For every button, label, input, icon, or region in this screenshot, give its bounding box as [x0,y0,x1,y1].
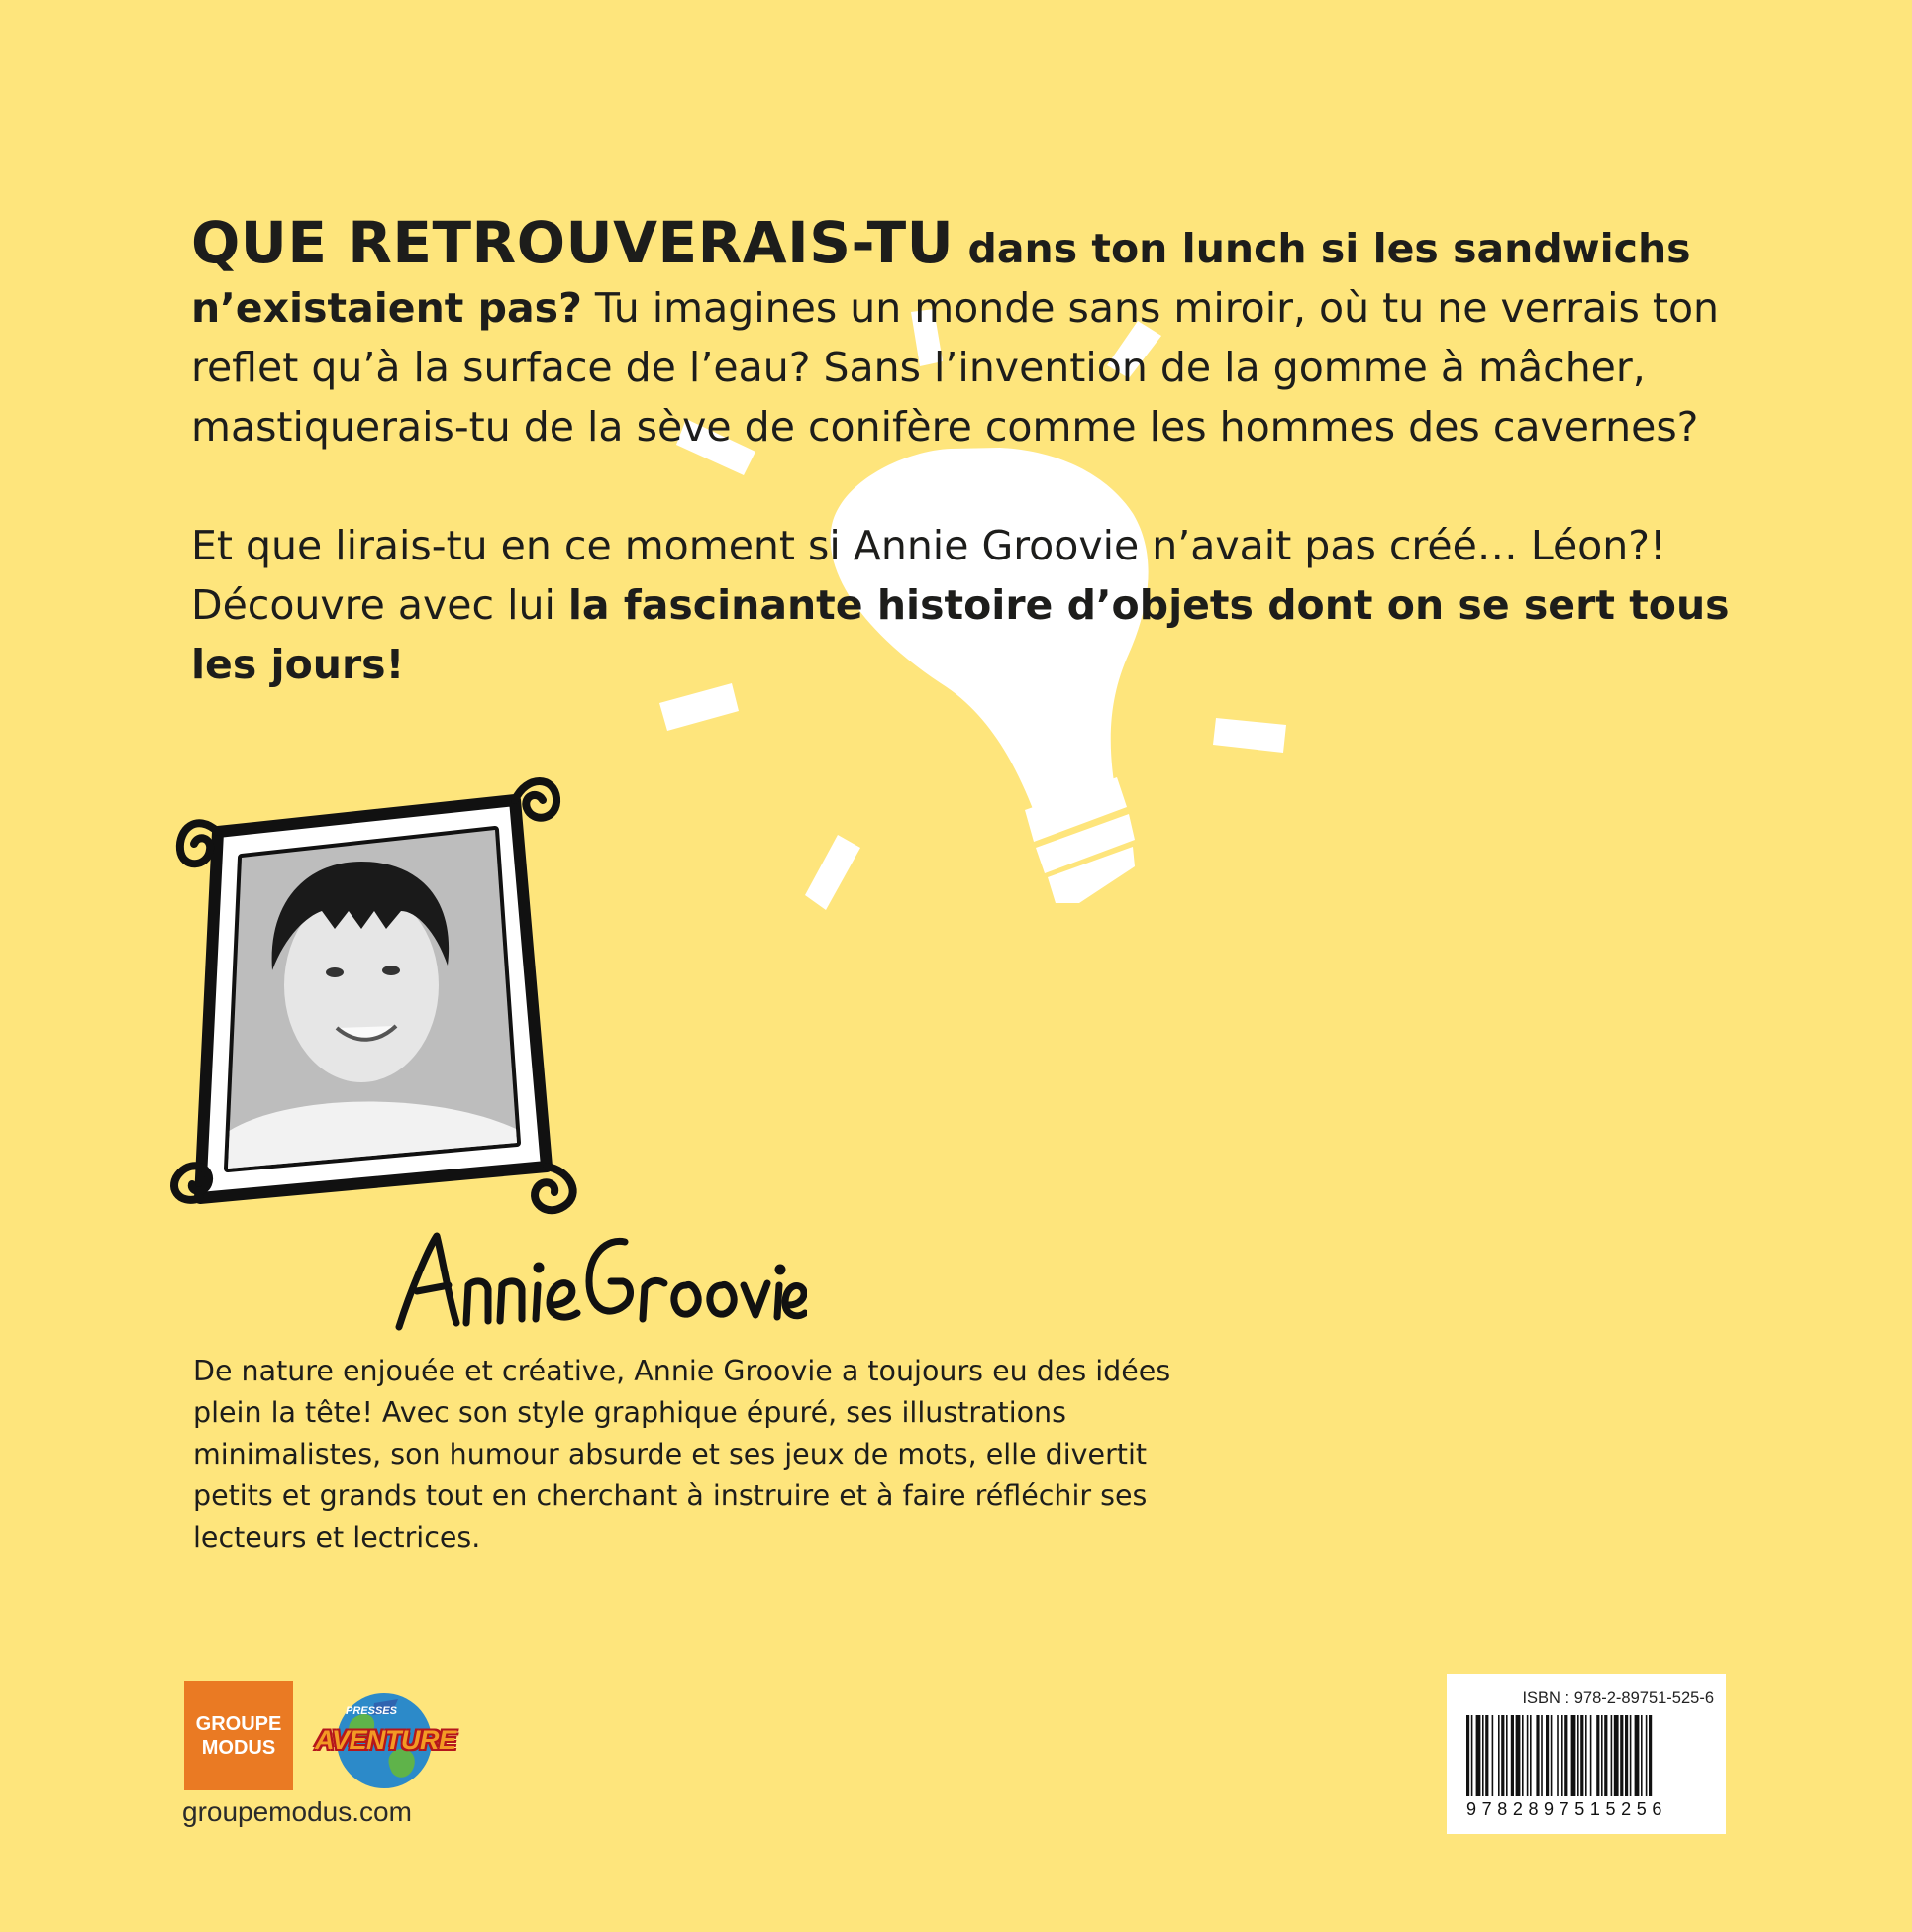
author-photo-frame [158,763,594,1238]
barcode-bar [1625,1715,1628,1796]
barcode-bar [1646,1715,1648,1796]
barcode-bar [1506,1715,1508,1796]
barcode-bar [1611,1715,1613,1796]
barcode-bar [1614,1715,1619,1796]
barcode-bar [1601,1715,1603,1796]
barcode-bar [1541,1715,1543,1796]
barcode-bar [1492,1715,1494,1796]
isbn-digits: 9782897515256 [1466,1799,1667,1819]
author-signature [391,1220,807,1339]
barcode-bar [1536,1715,1539,1796]
barcode-bar [1564,1715,1567,1796]
aventure-label: AVENTURE [315,1725,456,1755]
barcode-bar [1471,1715,1473,1796]
blurb-text: Tu imagines un monde sans miroir, où tu ne verrais ton reflet qu’à la surface de l’eau? Sans l’invention de la gomme à mâcher, mastiquerais-tu de la sève de conifère comme les hommes des cavernes? [191,284,1720,451]
barcode-bar [1482,1715,1484,1796]
barcode [1466,1715,1714,1796]
barcode-bar [1577,1715,1579,1796]
blurb-paragraph-1 [191,209,1736,457]
barcode-bar [1604,1715,1607,1796]
barcode-bar [1561,1715,1563,1796]
blurb-text-2: Et que lirais-tu en ce moment si Annie Groovie n’avait pas créé… Léon?! Découvre avec lui [191,522,1666,629]
barcode-bar [1649,1715,1652,1796]
barcode-bar [1501,1715,1504,1796]
blurb-headline: QUE RETROUVERAIS-TU [191,209,955,276]
barcode-bar [1466,1715,1469,1796]
barcode-bar [1527,1715,1529,1796]
barcode-bar [1641,1715,1643,1796]
barcode-bar [1635,1715,1640,1796]
barcode-bar [1571,1715,1576,1796]
author-bio: De nature enjouée et créative, Annie Groovie a toujours eu des idées plein la tête! Avec son style graphique épuré, ses illustrations minimalistes, son humour absurde et ses jeux de mots, elle divertit petits et grands tout en cherchant à instruire et à faire réfléchir ses lecteurs et lectrices. [193,1355,1171,1554]
barcode-bar [1530,1715,1532,1796]
barcode-bar [1630,1715,1632,1796]
author-photo [218,822,535,1178]
barcode-bar [1546,1715,1549,1796]
barcode-bar [1511,1715,1514,1796]
barcode-bar [1585,1715,1587,1796]
presses-label: PRESSES [346,1705,397,1717]
barcode-bar [1620,1715,1623,1796]
barcode-bar [1557,1715,1559,1796]
isbn-label: ISBN : 978-2-89751-525-6 [1522,1689,1714,1707]
logo-line-1: GROUPE [195,1713,282,1735]
blurb-bold-question: dans ton lunch si les sandwichs n’existaient pas? [191,225,1691,332]
barcode-bar [1522,1715,1524,1796]
blurb-bold-conclusion: la fascinante histoire d’objets dont on se sert tous les jours! [191,581,1730,688]
barcode-bar [1485,1715,1488,1796]
logo-line-2: MODUS [201,1737,276,1759]
barcode-bar [1590,1715,1592,1796]
publisher-website: groupemodus.com [182,1796,412,1827]
barcode-bar [1476,1715,1481,1796]
blurb-paragraph-2 [191,516,1736,694]
barcode-bar [1516,1715,1521,1796]
back-cover-blurb [191,209,1736,694]
barcode-bar [1551,1715,1553,1796]
barcode-bar [1580,1715,1583,1796]
barcode-bar [1498,1715,1500,1796]
groupe-modus-logo [184,1681,293,1790]
isbn-barcode-block [1447,1674,1726,1834]
barcode-bar [1596,1715,1599,1796]
